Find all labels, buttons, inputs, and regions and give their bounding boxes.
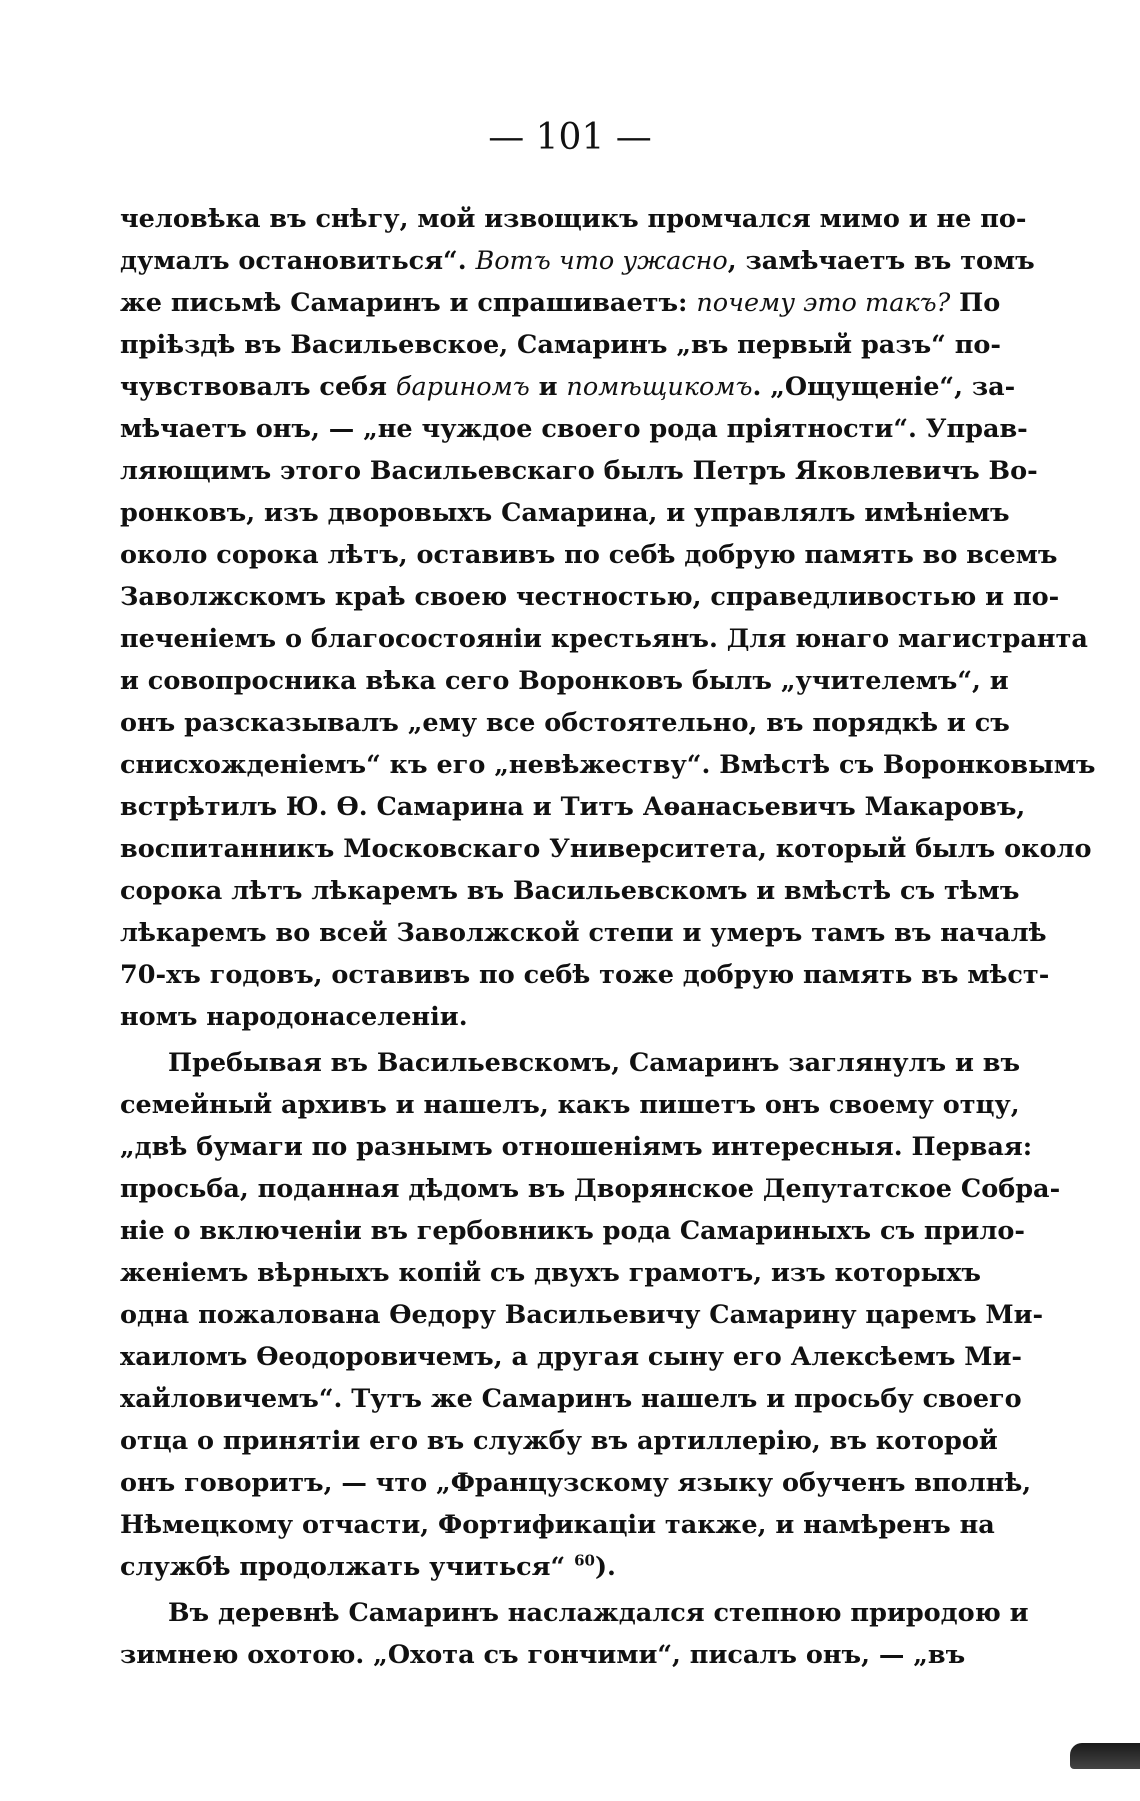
text-line (120, 1168, 1061, 1210)
text-segment: онъ разсказывалъ „ему все обстоятельно, въ порядкѣ и съ (120, 708, 1010, 738)
paragraph (120, 1592, 1029, 1676)
text-segment: Нѣмецкому отчасти, Фортификаціи также, и намѣренъ на (120, 1510, 995, 1540)
text-segment: „двѣ бумаги по разнымъ отношеніямъ интересныя. Первая: (120, 1132, 1033, 1162)
text-line (120, 324, 1001, 366)
text-line (120, 1336, 1022, 1378)
italic-text: помѣщикомъ (566, 372, 753, 402)
text-segment: просьба, поданная дѣдомъ въ Дворянское Депутатское Собра- (120, 1174, 1061, 1204)
text-line (120, 618, 1088, 660)
text-segment: Пребывая въ Васильевскомъ, Самаринъ заглянулъ и въ (168, 1048, 1021, 1078)
text-line (120, 1042, 1021, 1084)
text-line (120, 1592, 1029, 1634)
text-line (120, 1126, 1033, 1168)
text-line (120, 1294, 1044, 1336)
text-segment: семейный архивъ и нашелъ, какъ пишетъ онъ своему отцу, (120, 1090, 1020, 1120)
italic-text: почему это такъ? (696, 288, 951, 318)
text-segment: ніе о включеніи въ гербовникъ рода Самариныхъ съ прило- (120, 1216, 1025, 1246)
text-line (120, 366, 1016, 408)
text-line (120, 1084, 1020, 1126)
text-line (120, 996, 960, 1038)
text-segment: хайловичемъ“. Тутъ же Самаринъ нашелъ и просьбу своего (120, 1384, 1022, 1414)
text-segment: 70-хъ годовъ, оставивъ по себѣ тоже добрую память въ мѣст- (120, 960, 1050, 990)
text-segment: пріѣздѣ въ Васильевское, Самаринъ „въ первый разъ“ по- (120, 330, 1001, 360)
text-segment: снисхожденіемъ“ къ его „невѣжеству“. Вмѣстѣ съ Воронковымъ (120, 750, 1096, 780)
text-segment: человѣка въ снѣгу, мой извощикъ промчался мимо и не по- (120, 204, 1027, 234)
text-line (120, 1420, 998, 1462)
text-line (120, 660, 1009, 702)
text-line (120, 492, 1010, 534)
text-segment: думалъ остановиться“. (120, 246, 476, 276)
text-segment: . „Ощущеніе“, за- (752, 372, 1016, 402)
text-segment: зимнею охотою. „Охота съ гончими“, писалъ онъ, — „въ (120, 1640, 966, 1670)
text-line (120, 954, 1050, 996)
text-line (120, 1546, 960, 1588)
text-segment: ). (594, 1552, 616, 1582)
text-line (120, 702, 1010, 744)
text-line (120, 1378, 1022, 1420)
text-segment: ронковъ, изъ дворовыхъ Самарина, и управлялъ имѣніемъ (120, 498, 1010, 528)
text-line (120, 534, 1058, 576)
text-line (120, 1210, 1025, 1252)
text-segment: ляющимъ этого Васильевскаго былъ Петръ Яковлевичъ Во- (120, 456, 1038, 486)
text-segment: женіемъ вѣрныхъ копій съ двухъ грамотъ, изъ которыхъ (120, 1258, 981, 1288)
text-segment: печеніемъ о благосостояніи крестьянъ. Для юнаго магистранта (120, 624, 1088, 654)
footnote-ref: 60 (574, 1551, 595, 1570)
text-segment: встрѣтилъ Ю. Ѳ. Самарина и Титъ Аѳанасьевичъ Макаровъ, (120, 792, 1026, 822)
page-number: — 101 — (488, 117, 652, 158)
text-line (120, 408, 1028, 450)
text-segment: номъ народонаселеніи. (120, 1002, 468, 1032)
text-segment: и (529, 372, 567, 402)
text-line (120, 1252, 981, 1294)
text-segment: лѣкаремъ во всей Заволжской степи и умеръ тамъ въ началѣ (120, 918, 1047, 948)
text-segment: По (950, 288, 1001, 318)
text-line (120, 870, 1020, 912)
text-line (120, 744, 1096, 786)
text-line (120, 1462, 1032, 1504)
text-segment: чувствовалъ себя (120, 372, 396, 402)
text-segment: одна пожалована Ѳедору Васильевичу Самарину царемъ Ми- (120, 1300, 1044, 1330)
text-line (120, 912, 1047, 954)
text-segment: хаиломъ Ѳеодоровичемъ, а другая сыну его Алексѣемъ Ми- (120, 1342, 1022, 1372)
italic-text: Вотъ что ужасно (475, 246, 728, 276)
text-segment: онъ говоритъ, — что „Французскому языку обученъ вполнѣ, (120, 1468, 1032, 1498)
text-segment: мѣчаетъ онъ, — „не чуждое своего рода пріятности“. Управ- (120, 414, 1028, 444)
text-segment: Заволжскомъ краѣ своею честностью, справедливостью и по- (120, 582, 1060, 612)
text-body (120, 198, 1096, 1676)
text-segment: , замѣчаетъ въ томъ (727, 246, 1035, 276)
text-segment: сорока лѣтъ лѣкаремъ въ Васильевскомъ и вмѣстѣ съ тѣмъ (120, 876, 1020, 906)
text-line (120, 1504, 995, 1546)
text-segment: около сорока лѣтъ, оставивъ по себѣ добрую память во всемъ (120, 540, 1058, 570)
text-line (120, 282, 1001, 324)
text-line (120, 1634, 966, 1676)
text-line (120, 198, 1027, 240)
text-line (120, 828, 1092, 870)
text-segment: Въ деревнѣ Самаринъ наслаждался степною природою и (168, 1598, 1029, 1628)
scan-edge-mark (1070, 1743, 1140, 1769)
text-segment: воспитанникъ Московскаго Университета, который былъ около (120, 834, 1092, 864)
italic-text: бариномъ (395, 372, 530, 402)
text-line (120, 240, 1035, 282)
text-line (120, 576, 1060, 618)
text-line (120, 786, 1026, 828)
text-segment: службѣ продолжать учиться“ (120, 1552, 575, 1582)
paragraph (120, 1042, 1061, 1588)
text-line (120, 450, 1038, 492)
text-segment: же письмѣ Самаринъ и спрашиваетъ: (120, 288, 697, 318)
text-segment: и совопросника вѣка сего Воронковъ былъ „учителемъ“, и (120, 666, 1009, 696)
paragraph (120, 198, 1096, 1038)
text-segment: отца о принятіи его въ службу въ артиллерію, въ которой (120, 1426, 998, 1456)
